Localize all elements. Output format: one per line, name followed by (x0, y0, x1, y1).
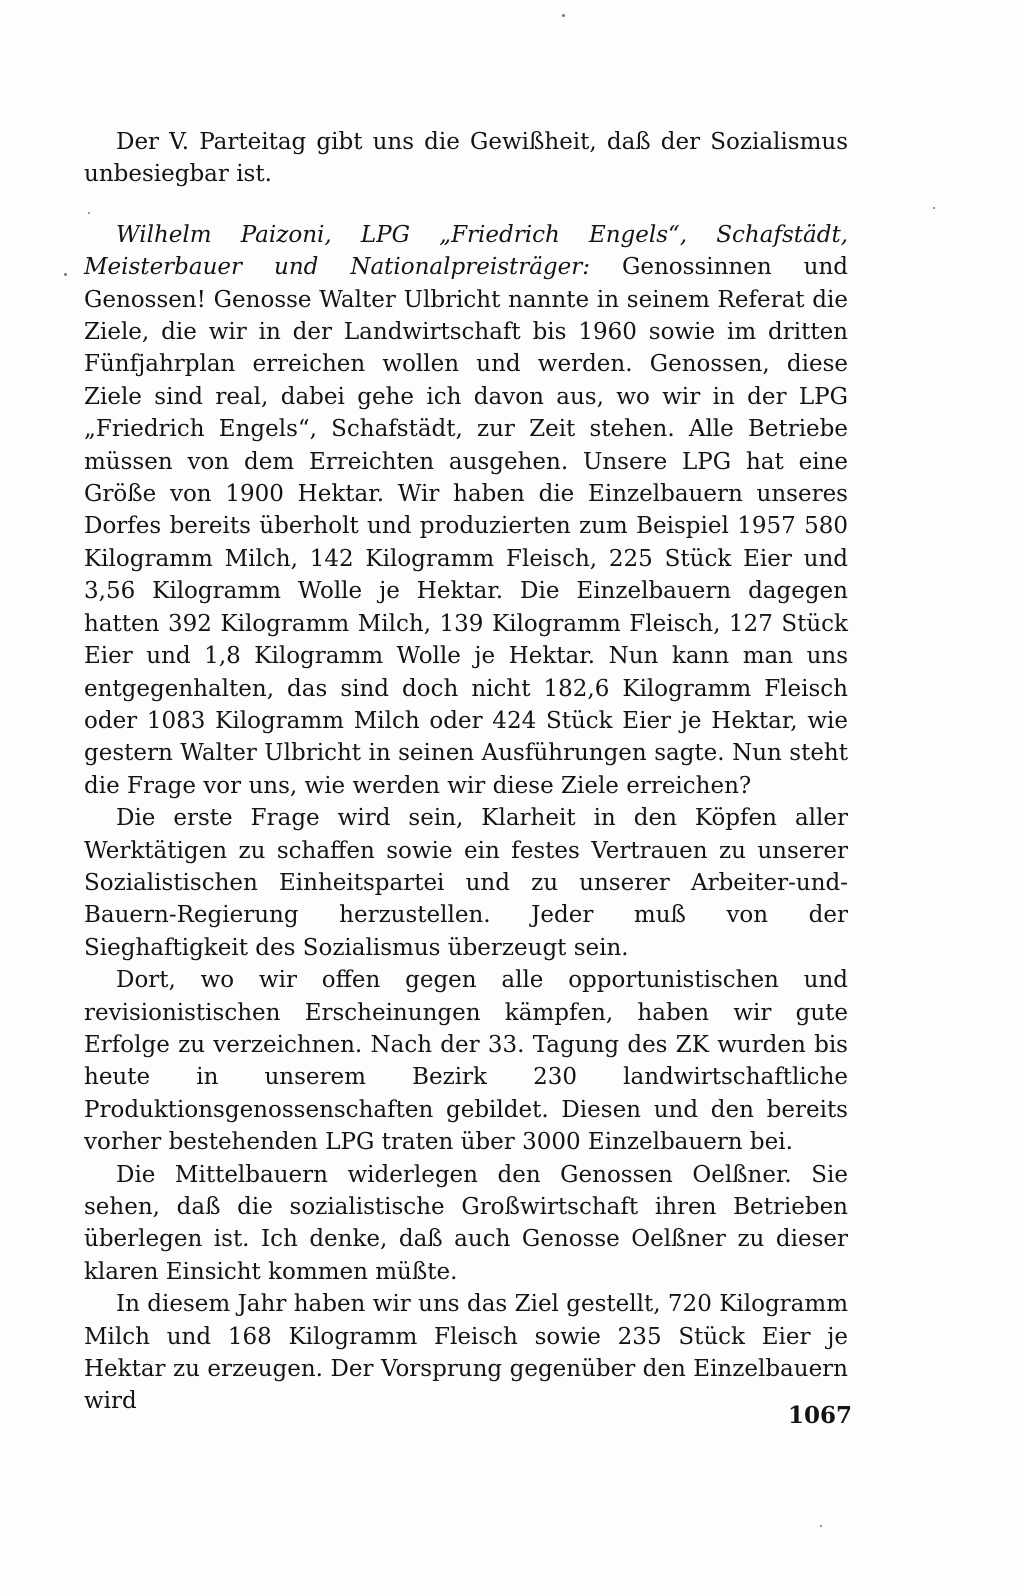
body-text (84, 126, 848, 1418)
print-speck (933, 207, 935, 209)
paragraph-5 (84, 1159, 848, 1289)
paragraph-text: Der V. Parteitag gibt uns die Gewißheit, daß der Sozialismus unbesiegbar ist. (84, 129, 848, 188)
paragraph-3 (84, 802, 848, 964)
print-speck (820, 1525, 822, 1527)
paragraph-2 (84, 219, 848, 802)
paragraph-text: Die Mittelbauern widerlegen den Genossen Oelßner. Sie sehen, daß die sozialistische Großwirtschaft ihren Betrieben überlegen ist. Ich denke, daß auch Genosse Oelßner zu dieser klaren Einsicht kommen müßte. (84, 1161, 848, 1285)
paragraph-text: Dort, wo wir offen gegen alle opportunistischen und revisionistischen Erscheinungen kämpfen, haben wir gute Erfolge zu verzeichnen. Nach der 33. Tagung des ZK wurden bis heute in unserem Bezirk 230 landwirtschaftliche Produktionsgenossenschaften gebildet. Diesen und den bereits vorher bestehenden LPG traten über 3000 Einzelbauern bei. (84, 967, 848, 1156)
paragraph-text: Genossinnen und Genossen! Genosse Walter Ulbricht nannte in seinem Referat die Ziele, die wir in der Landwirtschaft bis 1960 sowie im dritten Fünfjahrplan erreichen wollen und werden. Genossen, diese Ziele sind real, dabei gehe ich davon aus, wo wir in der LPG „Friedrich Engels“, Schafstädt, zur Zeit stehen. Alle Betriebe müssen von dem Erreichten ausgehen. Unsere LPG hat eine Größe von 1900 Hektar. Wir haben die Einzelbauern unseres Dorfes bereits überholt und produzierten zum Beispiel 1957 580 Kilogramm Milch, 142 Kilogramm Fleisch, 225 Stück Eier und 3,56 Kilogramm Wolle je Hektar. Die Einzelbauern dagegen hatten 392 Kilogramm Milch, 139 Kilogramm Fleisch, 127 Stück Eier und 1,8 Kilogramm Wolle je Hektar. Nun kann man uns entgegenhalten, das sind doch nicht 182,6 Kilogramm Fleisch oder 1083 Kilogramm Milch oder 424 Stück Eier je Hektar, wie gestern Walter Ulbricht in seinen Ausführungen sagte. Nun steht die Frage vor uns, wie werden wir diese Ziele erreichen? (84, 254, 848, 799)
page-number: 1067 (788, 1402, 853, 1429)
paragraph-text: Die erste Frage wird sein, Klarheit in den Köpfen aller Werktätigen zu schaffen sowie ein festes Vertrauen zu unserer Sozialistischen Einheitspartei und zu unserer Arbeiter-und-Bauern-Regierung herzustellen. Jeder muß von der Sieghaftigkeit des Sozialismus überzeugt sein. (84, 805, 848, 961)
paragraph-1 (84, 126, 848, 191)
paragraph-text: In diesem Jahr haben wir uns das Ziel gestellt, 720 Kilogramm Milch und 168 Kilogramm Fleisch sowie 235 Stück Eier je Hektar zu erzeugen. Der Vorsprung gegenüber den Einzelbauern wird (84, 1291, 848, 1415)
print-speck (88, 212, 90, 214)
paragraph-6 (84, 1288, 848, 1418)
paragraph-4 (84, 964, 848, 1158)
print-speck (562, 14, 565, 17)
print-speck (64, 273, 67, 276)
speaker-name: Wilhelm Paizoni, LPG „Friedrich Engels“, Schafstädt, Meisterbauer und Nationalpreisträger: (84, 221, 848, 281)
